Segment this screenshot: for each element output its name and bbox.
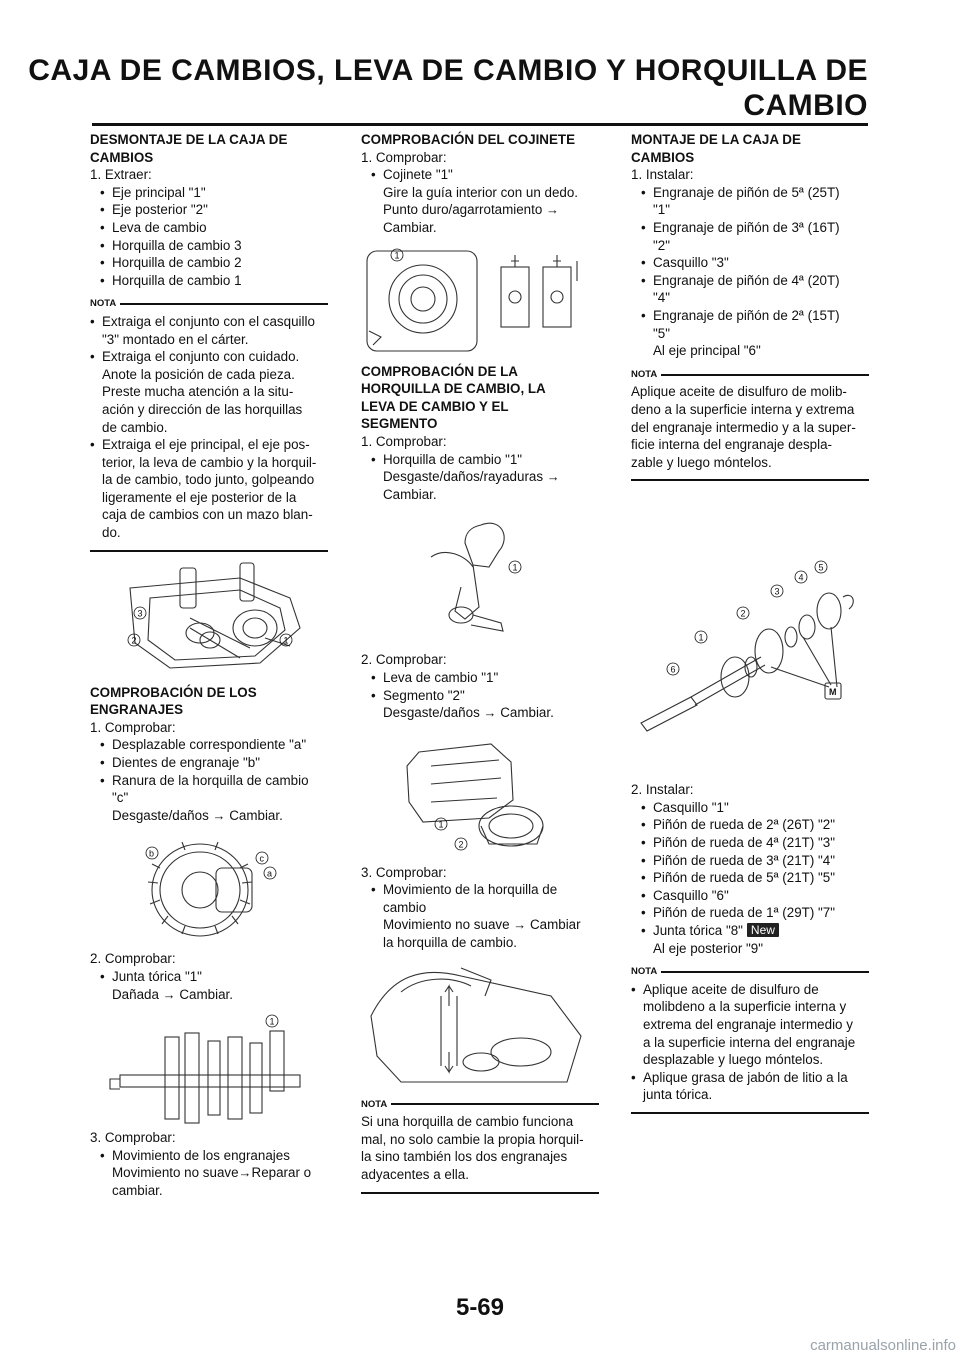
note-item: • Extraiga el conjunto con el casquillo "3" montado en el cárter.: [90, 313, 328, 348]
page-title-line-2: CAMBIO: [743, 89, 868, 122]
note-end-rule: [361, 1192, 599, 1194]
list-item: • Engranaje de piñón de 5ª (25T) "1": [631, 184, 869, 219]
result-line: Movimiento no suave→Reparar o: [112, 1165, 312, 1181]
step: 1. Instalar:: [631, 167, 694, 183]
list-item: • Leva de cambio: [90, 219, 328, 237]
list-item: • Movimiento de los engranajes: [90, 1147, 328, 1165]
note-item: • Aplique grasa de jabón de litio a la junta tórica.: [631, 1069, 869, 1104]
list-item: • Engranaje de piñón de 2ª (15T) "5" Al eje principal "6": [631, 307, 869, 360]
callout-m: M: [829, 687, 837, 698]
note-item: • Aplique aceite de disulfuro de molibdeno a la superficie interna y extrema del engranaje intermedio y a la superficie interna del engranaje desplazable y luego móntelos.: [631, 981, 869, 1069]
result-line: Dañada → Cambiar.: [112, 986, 233, 1002]
note-header: [631, 366, 869, 384]
note-label: NOTA: [631, 368, 658, 380]
note-header: [361, 1096, 599, 1114]
list-item: • Dientes de engranaje "b": [90, 754, 328, 772]
step: 2. Comprobar:: [90, 951, 176, 967]
instruction-line: Gire la guía interior con un dedo.: [383, 184, 579, 200]
callout-3: 3: [774, 586, 780, 597]
callout-1: 1: [269, 1016, 275, 1027]
callout-1: 1: [512, 562, 518, 573]
step: 1. Comprobar:: [361, 433, 447, 449]
result-line: Movimiento no suave → Cambiar: [383, 917, 581, 933]
note-body: [90, 313, 328, 542]
section-heading: COMPROBACIÓN DE LA: [361, 363, 518, 379]
result-line: Desgaste/daños → Cambiar.: [383, 705, 554, 721]
callout-b: b: [149, 848, 155, 859]
note-body: Si una horquilla de cambio funciona mal, no solo cambie la propia horquil- la sino también los dos engranajes adyacentes a ella.: [361, 1114, 584, 1183]
note-header: [631, 963, 869, 981]
result-line: Cambiar.: [383, 219, 437, 235]
gearbox-removal-illustration: [90, 558, 328, 680]
section-heading: CAMBIOS: [90, 149, 154, 165]
page-title-line-1: CAJA DE CAMBIOS, LEVA DE CAMBIO Y HORQUILLA DE: [28, 54, 868, 87]
section-heading: COMPROBACIÓN DEL COJINETE: [361, 132, 576, 147]
step: 1. Comprobar:: [361, 149, 447, 165]
list-item: • Casquillo "1": [631, 799, 869, 817]
list-item: • Segmento "2": [361, 687, 599, 705]
list-item: • Movimiento de la horquilla de cambio: [361, 881, 599, 916]
result-line: Punto duro/agarrotamiento →: [383, 202, 560, 218]
list-item: • Leva de cambio "1": [361, 669, 599, 687]
note-label: NOTA: [361, 1098, 388, 1110]
note-end-rule: [631, 1112, 869, 1114]
result-line: cambiar.: [112, 1182, 163, 1198]
callout-5: 5: [818, 562, 824, 573]
note-item: • Extraiga el conjunto con cuidado. Anote la posición de cada pieza. Preste mucha atención a la situ- ación y dirección de las horquillas de cambio.: [90, 348, 328, 436]
note-rule: [661, 971, 869, 973]
result-line: la horquilla de cambio.: [383, 935, 517, 951]
callout-2: 2: [131, 635, 137, 646]
instruction-line: Al eje posterior "9": [653, 940, 763, 956]
shaft-illustration: [90, 1007, 328, 1125]
section-heading: SEGMENTO: [361, 416, 438, 432]
note-item: • Extraiga el eje principal, el eje pos- terior, la leva de cambio y la horquil- la de cambio, todo junto, golpeando ligeramente el eje posterior de la caja de cambios con un mazo blan- do.: [90, 436, 328, 542]
list-item: • Horquilla de cambio 1: [90, 272, 328, 290]
list-item: • Piñón de rueda de 1ª (29T) "7": [631, 904, 869, 922]
result-line: Desgaste/daños/rayaduras →: [383, 469, 560, 485]
note-label: NOTA: [90, 298, 117, 310]
shift-fork-illustration: [361, 507, 599, 647]
note-end-rule: [90, 550, 328, 552]
step: 3. Comprobar:: [361, 864, 447, 880]
bearing-illustration: [361, 241, 599, 359]
list-item: • Desplazable correspondiente "a": [90, 736, 328, 754]
page-number: 5-69: [455, 1294, 505, 1321]
footer-watermark: carmanualsonline.info: [810, 1337, 956, 1354]
note-body: [631, 981, 869, 1104]
note-header: [90, 295, 328, 313]
step: 1. Comprobar:: [90, 719, 176, 735]
callout-a: a: [267, 868, 273, 879]
list-item: • Piñón de rueda de 5ª (21T) "5": [631, 869, 869, 887]
callout-2: 2: [458, 839, 464, 850]
callout-6: 6: [670, 664, 676, 675]
step: 3. Comprobar:: [90, 1130, 176, 1146]
callout-1: 1: [394, 250, 400, 261]
fork-movement-illustration: [361, 956, 599, 1090]
shift-cam-illustration: [361, 726, 599, 860]
section-heading: CAMBIOS: [631, 149, 695, 165]
list-item: • Engranaje de piñón de 4ª (20T) "4": [631, 272, 869, 307]
title-rule: [92, 123, 868, 126]
list-item: • Eje posterior "2": [90, 201, 328, 219]
main-axle-assembly-illustration: [631, 487, 869, 777]
gear-illustration: [90, 828, 328, 946]
new-badge: New: [747, 923, 779, 937]
section-heading: MONTAJE DE LA CAJA DE: [631, 132, 801, 147]
result-line: Desgaste/daños → Cambiar.: [112, 807, 283, 823]
column-3: [631, 131, 869, 1120]
result-line: Cambiar.: [383, 486, 437, 502]
list-item: • Piñón de rueda de 3ª (21T) "4": [631, 852, 869, 870]
list-item: • Horquilla de cambio 3: [90, 237, 328, 255]
callout-c: c: [259, 853, 264, 864]
note-end-rule: [631, 479, 869, 481]
list-item: • Horquilla de cambio 2: [90, 254, 328, 272]
step: 1. Extraer:: [90, 167, 152, 183]
callout-1: 1: [438, 819, 444, 830]
list-item: • Junta tórica "1": [90, 968, 328, 986]
section-heading: ENGRANAJES: [90, 702, 184, 718]
section-heading: DESMONTAJE DE LA CAJA DE: [90, 132, 288, 147]
list-item: • Junta tórica "8" New: [631, 922, 869, 940]
column-2: [361, 131, 599, 1200]
callout-1: 1: [698, 632, 704, 643]
list-item: • Ranura de la horquilla de cambio "c": [90, 772, 328, 807]
callout-1: 1: [283, 635, 289, 646]
note-body: Aplique aceite de disulfuro de molib- deno a la superficie interna y extrema del engranaje intermedio y a la super- ficie interna del engranaje despla- zable y luego móntelos.: [631, 384, 856, 470]
step: 2. Instalar:: [631, 782, 694, 798]
step: 2. Comprobar:: [361, 652, 447, 668]
list-item: • Horquilla de cambio "1": [361, 451, 599, 469]
list-item: • Casquillo "6": [631, 887, 869, 905]
list-item: • Engranaje de piñón de 3ª (16T) "2": [631, 219, 869, 254]
callout-4: 4: [798, 572, 804, 583]
section-heading: HORQUILLA DE CAMBIO, LA: [361, 381, 546, 397]
callout-3: 3: [137, 608, 143, 619]
callout-2: 2: [740, 608, 746, 619]
list-item: • Piñón de rueda de 2ª (26T) "2": [631, 816, 869, 834]
note-rule: [661, 374, 869, 376]
list-item: • Cojinete "1": [361, 166, 599, 184]
list-item: • Casquillo "3": [631, 254, 869, 272]
section-heading: LEVA DE CAMBIO Y EL: [361, 398, 509, 414]
note-rule: [120, 303, 328, 305]
note-rule: [391, 1103, 599, 1105]
list-item: • Piñón de rueda de 4ª (21T) "3": [631, 834, 869, 852]
column-1: [90, 131, 328, 1200]
list-item: • Eje principal "1": [90, 184, 328, 202]
note-label: NOTA: [631, 966, 658, 978]
section-heading: COMPROBACIÓN DE LOS: [90, 684, 257, 700]
